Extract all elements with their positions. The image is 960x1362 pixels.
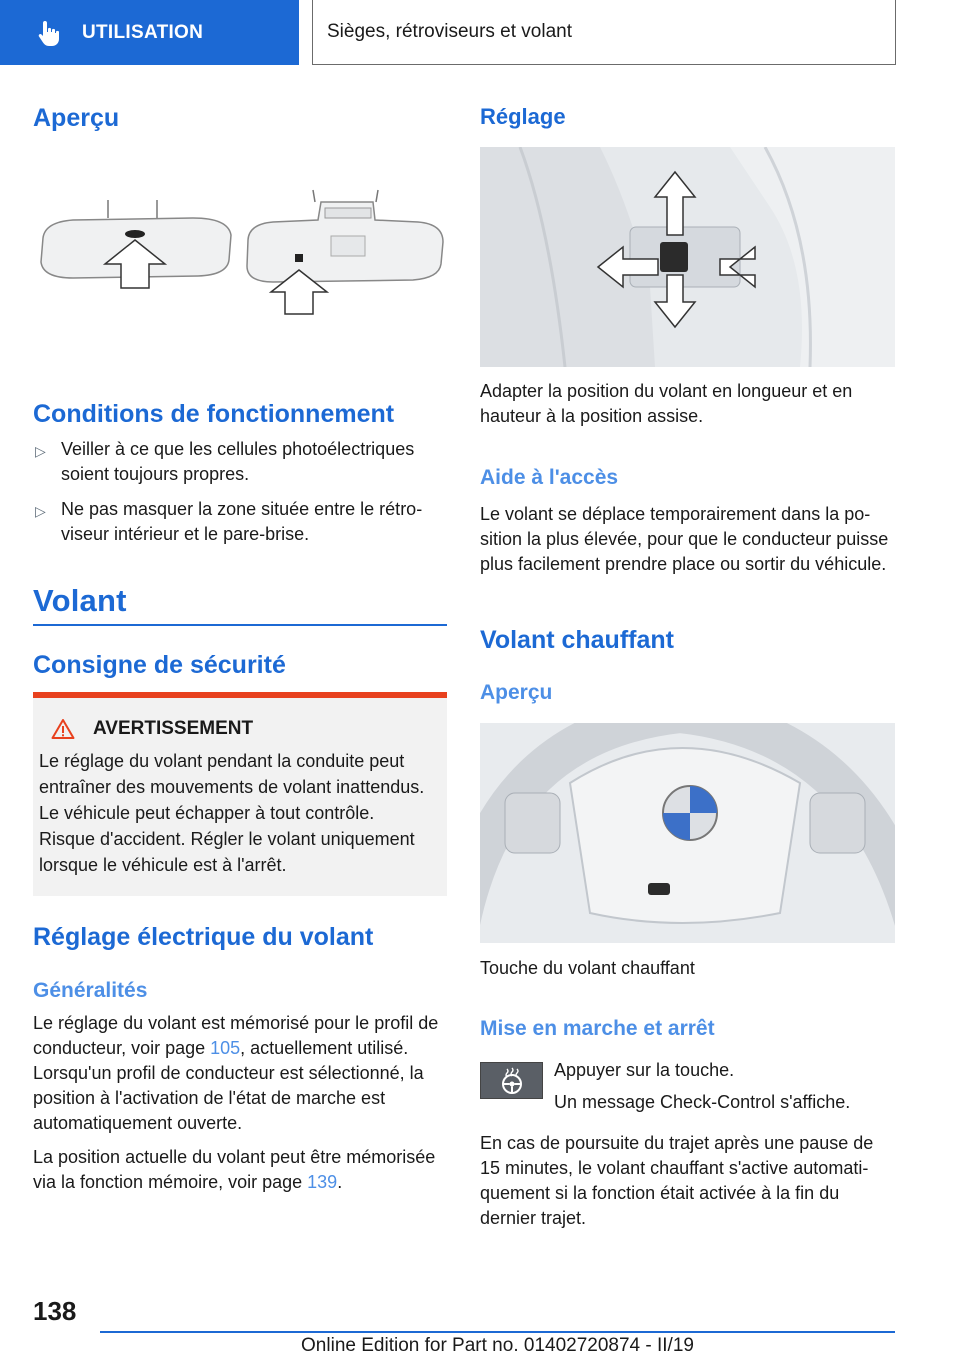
marche-heading: Mise en marche et arrêt — [480, 1017, 715, 1040]
marche-text: En cas de poursuite du trajet après une pause de 15 minutes, le volant chauffant s'active automatiquement si la fonction était activée à la fin du dernier trajet. — [480, 1133, 874, 1228]
mirror-figure — [33, 180, 447, 330]
chauffant-caption: Touche du volant chauffant — [480, 958, 695, 978]
chauffant-apercu-heading: Aperçu — [480, 681, 553, 704]
aide-heading: Aide à l'accès — [480, 466, 619, 489]
warning-box — [33, 692, 447, 896]
page-link-105[interactable]: 105 — [210, 1038, 241, 1058]
generalites-paragraph-1: Le réglage du volant est mémorisé pour le profil de conducteur, voir page 105, actuellement utilisé. Lorsqu'un profil de conducteur est sélectionné, la position à l'activation de l'état de marche est automatiquement ouverte. — [33, 1013, 439, 1133]
generalites-heading: Généralités — [33, 979, 148, 1002]
heading-rule — [33, 624, 447, 626]
warning-text: Le réglage du volant pendant la conduite peut entraîner des mouvements de volant inattendus. Le véhicule peut échapper à tout contrôle. Risque d'accident. Régler le volant uniquement lorsque le véhicule est à l'arrêt. — [39, 751, 425, 875]
footer-rule — [100, 1331, 895, 1333]
triangle-bullet-icon: ▷ — [35, 503, 46, 519]
section-title: UTILISATION — [82, 21, 204, 43]
consigne-heading: Consigne de sécurité — [33, 651, 286, 679]
conditions-list — [33, 437, 447, 557]
chauffant-heading: Volant chauffant — [480, 626, 674, 654]
triangle-bullet-icon: ▷ — [35, 443, 46, 459]
hand-icon — [34, 18, 64, 48]
section-tab — [0, 0, 299, 65]
warning-triangle-icon — [51, 718, 75, 740]
reglage-text: Adapter la position du volant en longueur et en hauteur à la position assise. — [480, 381, 853, 426]
apercu-heading: Aperçu — [33, 104, 120, 132]
page-number: 138 — [33, 1296, 77, 1326]
topic-title: Sièges, rétroviseurs et volant — [312, 0, 896, 65]
steering-wheel-figure — [480, 723, 895, 943]
list-item: ▷ Veiller à ce que les cellules photoélectriques soient toujours propres. — [35, 439, 415, 484]
warning-title-row — [51, 718, 435, 740]
heated-steering-wheel-icon — [498, 1067, 526, 1095]
reglage-heading: Réglage — [480, 104, 566, 129]
steering-adjust-figure — [480, 147, 895, 367]
heated-wheel-button[interactable] — [480, 1062, 543, 1099]
volant-heading: Volant — [33, 583, 127, 618]
page-link-139[interactable]: 139 — [307, 1172, 338, 1192]
marche-step-2: Un message Check-Control s'affiche. — [554, 1092, 851, 1112]
marche-step-1: Appuyer sur la touche. — [554, 1060, 735, 1080]
reglage-electrique-heading: Réglage électrique du volant — [33, 923, 374, 951]
footer-edition: Online Edition for Part no. 01402720874 - II/19 — [301, 1335, 694, 1356]
warning-title: AVERTISSEMENT — [93, 718, 254, 739]
generalites-paragraph-2: La position actuelle du volant peut être mémorisée via la fonction mémoire, voir page 139. — [33, 1147, 436, 1192]
aide-text: Le volant se déplace temporairement dans la position la plus élevée, pour que le conducteur puisse plus facilement prendre place ou sortir du véhicule. — [480, 504, 889, 574]
conditions-heading: Conditions de fonctionnement — [33, 400, 395, 428]
list-item: ▷ Ne pas masquer la zone située entre le rétroviseur intérieur et le pare-brise. — [35, 499, 423, 544]
